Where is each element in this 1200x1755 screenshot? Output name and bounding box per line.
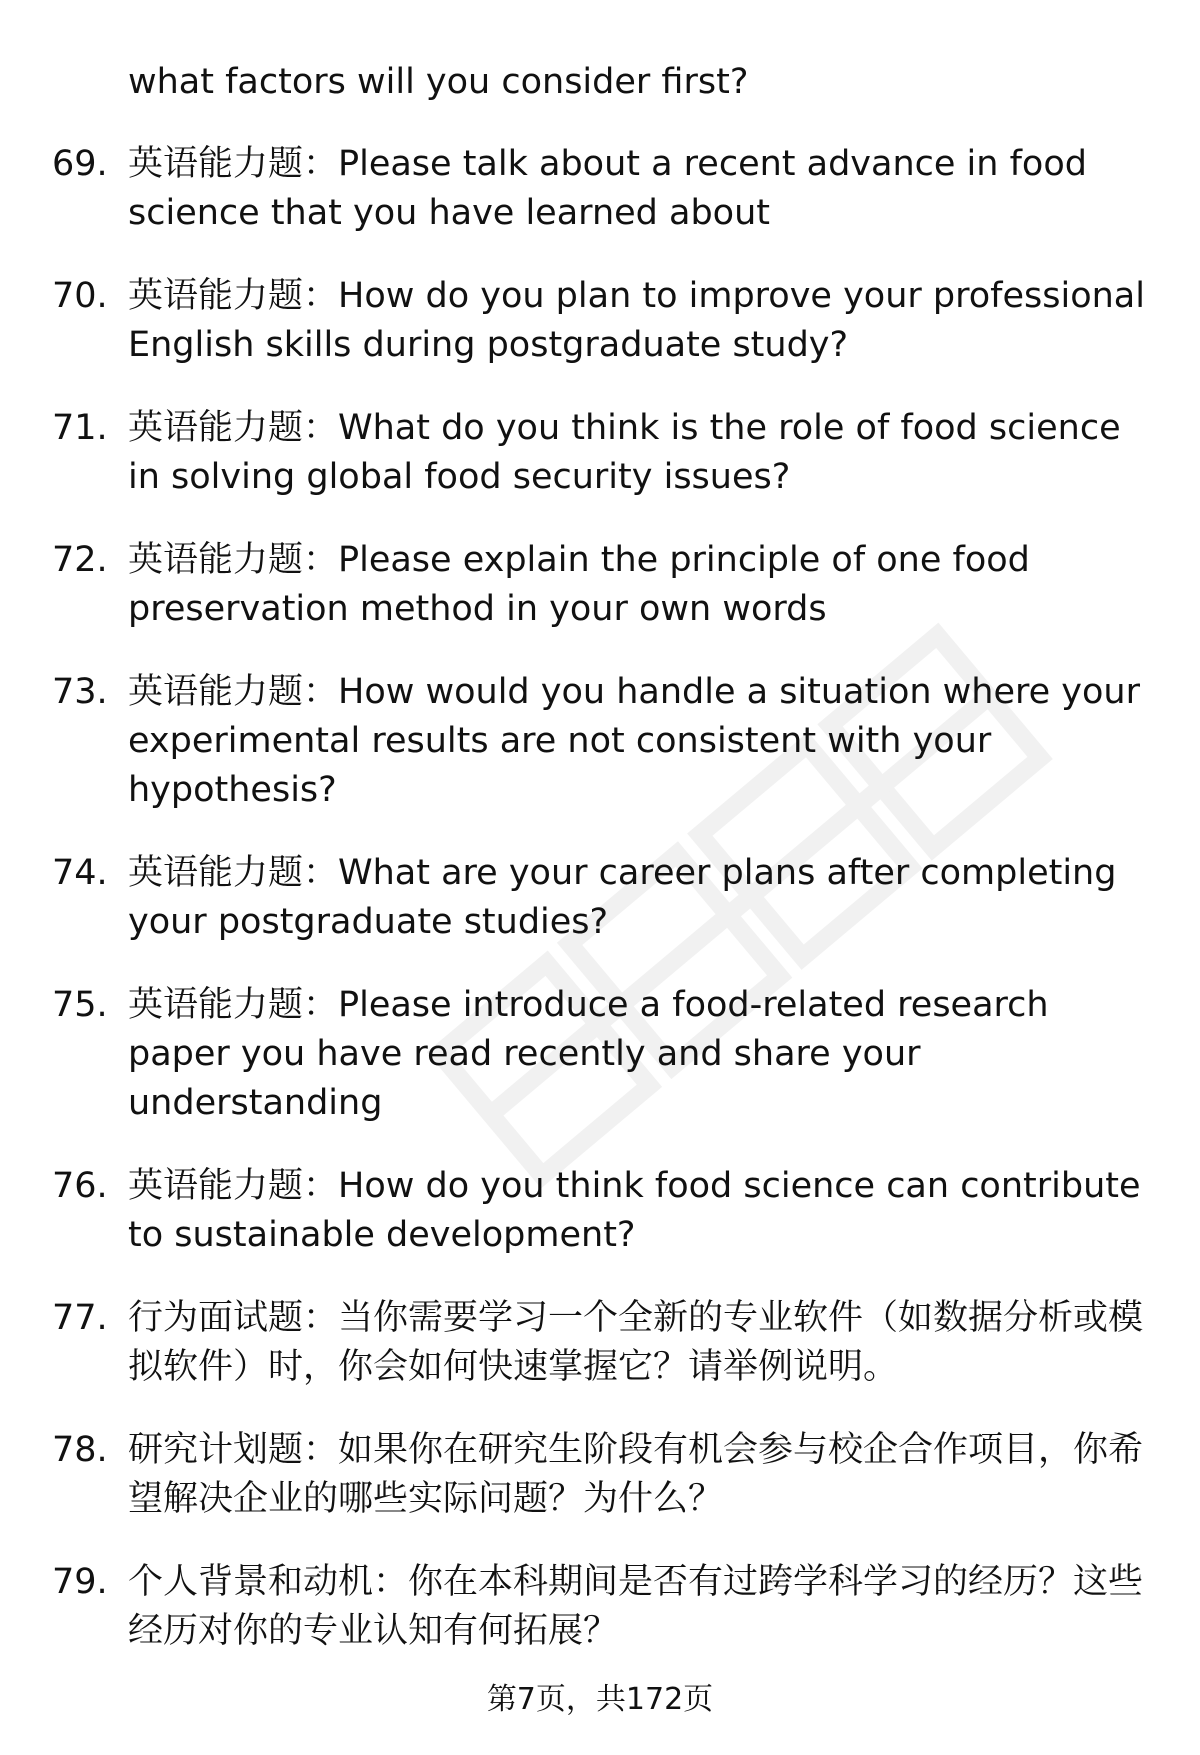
question-number: 75.: [52, 985, 108, 1025]
question-list: [0, 140, 1200, 1690]
question-number: 69.: [52, 144, 108, 184]
question-item: [0, 1558, 1200, 1656]
question-number: 73.: [52, 672, 108, 712]
question-number: 78.: [52, 1430, 108, 1470]
question-text: 个人背景和动机：你在本科期间是否有过跨学科学习的经历？这些经历对你的专业认知有何拓展？: [128, 1562, 1144, 1651]
question-text: 研究计划题：如果你在研究生阶段有机会参与校企合作项目，你希望解决企业的哪些实际问题？为什么？: [128, 1430, 1144, 1519]
question-number: 77.: [52, 1298, 108, 1338]
question-item: [0, 272, 1200, 370]
question-text: 英语能力题：Please talk about a recent advance in food science that you have learned about: [128, 144, 1087, 233]
question-item: [0, 140, 1200, 238]
question-item: [0, 404, 1200, 502]
question-item: [0, 981, 1200, 1128]
question-item: [0, 668, 1200, 815]
question-number: 72.: [52, 540, 108, 580]
question-number: 76.: [52, 1166, 108, 1206]
question-number: 79.: [52, 1562, 108, 1602]
question-item: [0, 536, 1200, 634]
question-text: 英语能力题：Please explain the principle of one food preservation method in your own words: [128, 540, 1030, 629]
question-text: 英语能力题：How do you plan to improve your professional English skills during postgraduate study?: [128, 276, 1145, 365]
carryover-text: what factors will you consider first?: [128, 62, 749, 102]
question-text: 英语能力题：How would you handle a situation where your experimental results are not consistent with your hypothesis?: [128, 672, 1140, 810]
question-text: 英语能力题：What are your career plans after completing your postgraduate studies?: [128, 853, 1117, 942]
question-number: 70.: [52, 276, 108, 316]
question-text: 英语能力题：How do you think food science can contribute to sustainable development?: [128, 1166, 1141, 1255]
question-item: [0, 849, 1200, 947]
question-item: [0, 1426, 1200, 1524]
question-number: 71.: [52, 408, 108, 448]
question-item: [0, 1294, 1200, 1392]
question-text: 英语能力题：Please introduce a food-related research paper you have read recently and share your understanding: [128, 985, 1049, 1123]
question-number: 74.: [52, 853, 108, 893]
page-footer: 第7页，共172页: [486, 1682, 714, 1717]
question-text: 行为面试题：当你需要学习一个全新的专业软件（如数据分析或模拟软件）时，你会如何快速掌握它？请举例说明。: [128, 1298, 1144, 1387]
question-item: [0, 1162, 1200, 1260]
question-text: 英语能力题：What do you think is the role of food science in solving global food security issues?: [128, 408, 1121, 497]
